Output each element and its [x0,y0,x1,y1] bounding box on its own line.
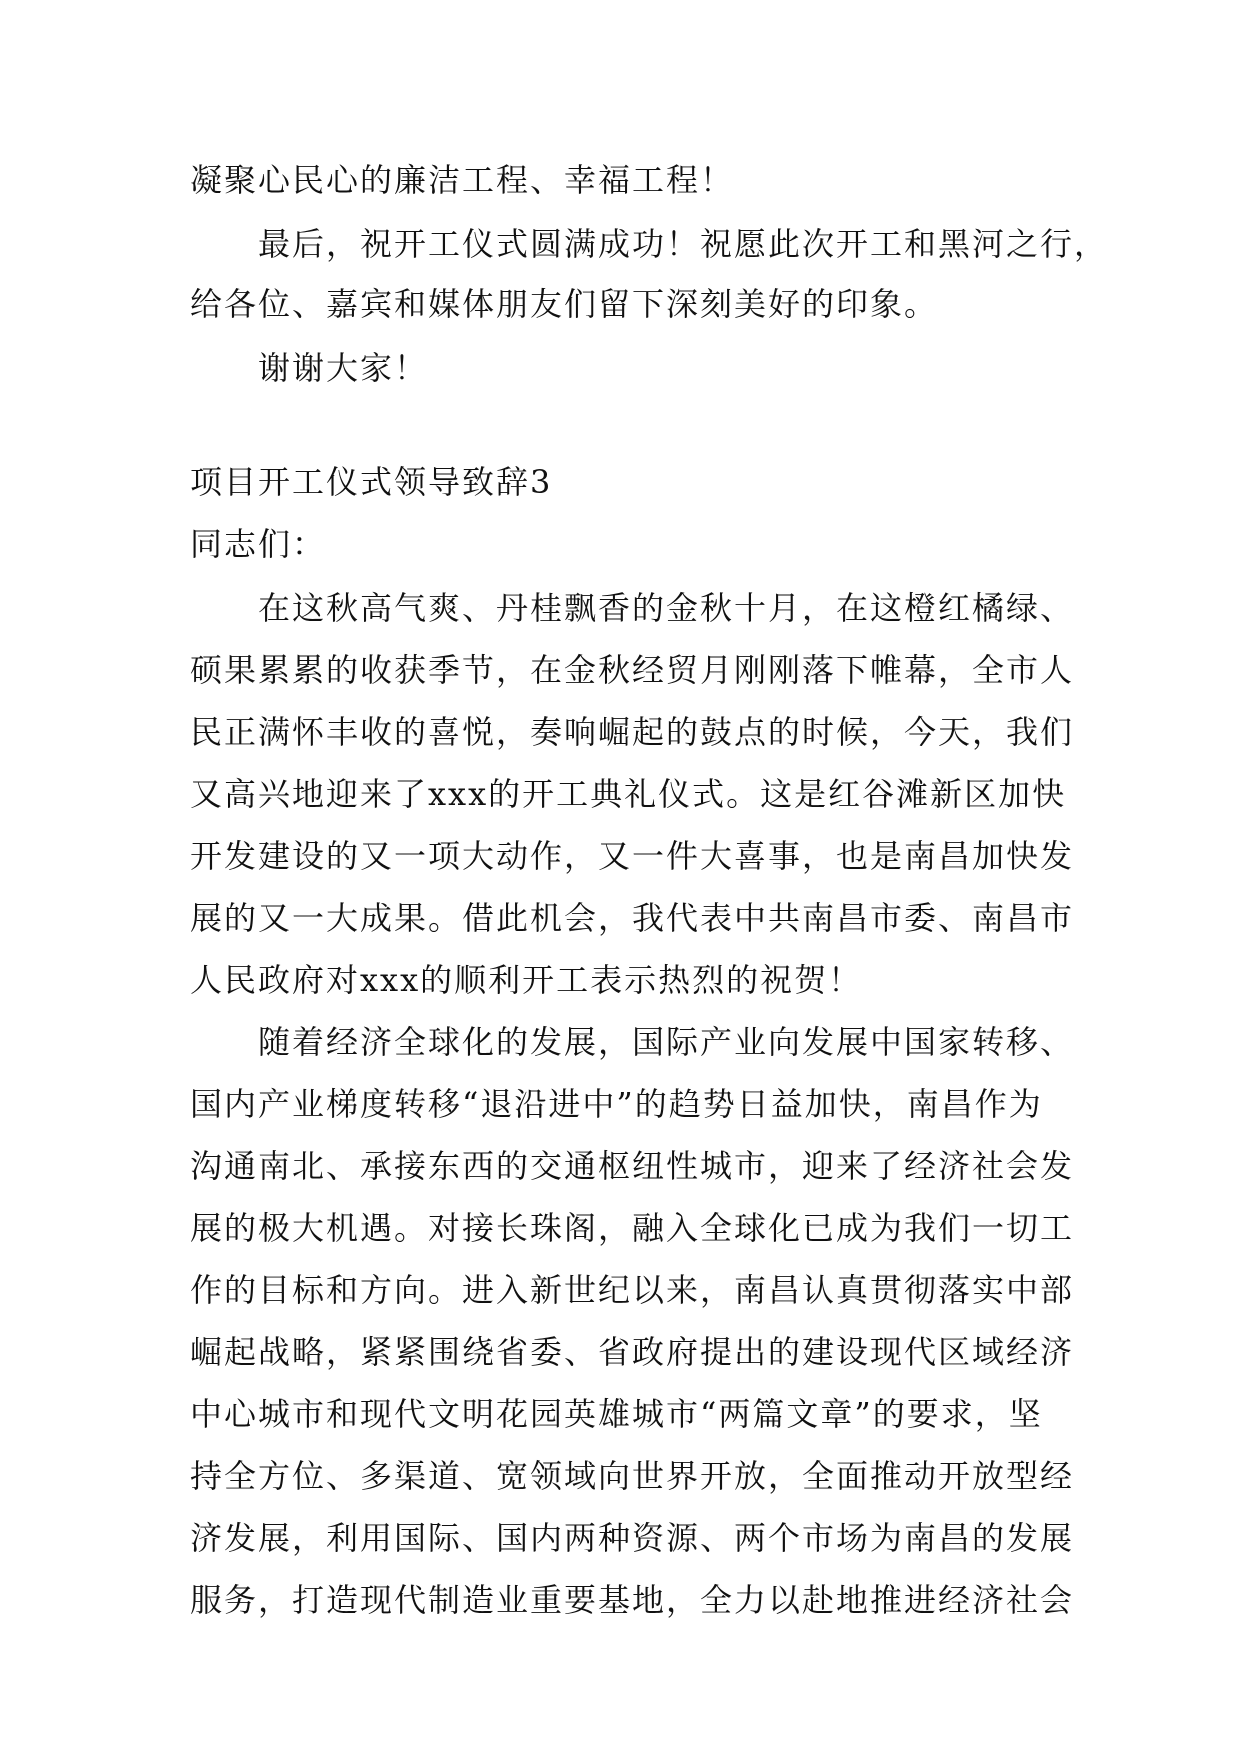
text-line: 展的又一大成果。借此机会，我代表中共南昌市委、南昌市 [190,899,1075,937]
text-line: 中心城市和现代文明花园英雄城市“两篇文章”的要求，坚 [190,1395,1043,1433]
text-line: 沟通南北、承接东西的交通枢纽性城市，迎来了经济社会发 [190,1147,1075,1185]
text-line: 展的极大机遇。对接长珠阁，融入全球化已成为我们一切工 [190,1209,1075,1247]
text-line: 济发展，利用国际、国内两种资源、两个市场为南昌的发展 [190,1519,1075,1557]
text-line: 最后，祝开工仪式圆满成功！祝愿此次开工和黑河之行， [258,225,1109,263]
text-line: 随着经济全球化的发展，国际产业向发展中国家转移、 [258,1023,1075,1061]
paragraph-2 [190,1022,1075,1620]
text-line: 谢谢大家！ [258,349,429,387]
text-line: 民正满怀丰收的喜悦，奏响崛起的鼓点的时候，今天，我们 [190,713,1075,751]
text-line: 人民政府对xxx的顺利开工表示热烈的祝贺！ [190,961,863,999]
text-line: 硕果累累的收获季节，在金秋经贸月刚刚落下帷幕，全市人 [190,651,1075,689]
text-line: 凝聚心民心的廉洁工程、幸福工程！ [190,161,735,199]
section-title: 项目开工仪式领导致辞3 [190,463,553,501]
paragraph-1 [190,588,1075,1000]
salutation: 同志们： [190,525,327,563]
text-line: 崛起战略，紧紧围绕省委、省政府提出的建设现代区域经济 [190,1333,1075,1371]
text-line: 又高兴地迎来了xxx的开工典礼仪式。这是红谷滩新区加快 [190,775,1067,813]
text-line: 作的目标和方向。进入新世纪以来，南昌认真贯彻落实中部 [190,1271,1075,1309]
spacer [190,412,1060,462]
text-line: 持全方位、多渠道、宽领域向世界开放，全面推动开放型经 [190,1457,1075,1495]
text-line: 服务，打造现代制造业重要基地，全力以赴地推进经济社会 [190,1581,1075,1619]
text-line: 给各位、嘉宾和媒体朋友们留下深刻美好的印象。 [190,285,939,323]
document-body [190,160,1109,1642]
text-line: 开发建设的又一项大动作，又一件大喜事，也是南昌加快发 [190,837,1075,875]
text-line: 在这秋高气爽、丹桂飘香的金秋十月，在这橙红橘绿、 [258,589,1075,627]
closing-block [190,160,1109,388]
text-line: 国内产业梯度转移“退沿进中”的趋势日益加快，南昌作为 [190,1085,1043,1123]
